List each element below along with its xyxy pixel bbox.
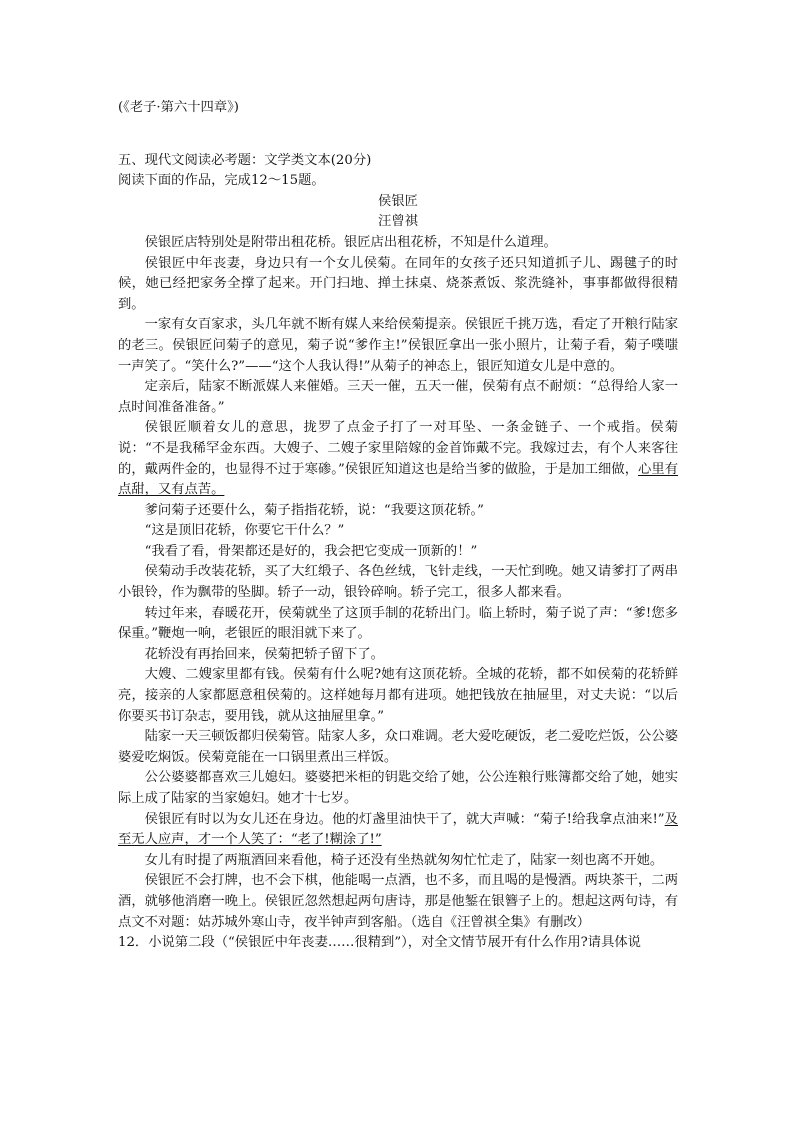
story-author: 汪曾祺	[378, 214, 418, 230]
paragraph-17: 侯银匠不会打牌，也不会下棋，他能喝一点酒，也不多，而且喝的是慢酒。两块茶干，二两酒，就够他消磨一晚上。侯银匠忽然想起两句唐诗，那是他錾在银簪子上的。想起这两句诗，有点文不对题：姑苏城外寒山寺，夜半钟声到客船。（选自《汪曾祺全集》有删改）	[118, 873, 678, 930]
story-title: 侯银匠	[378, 193, 418, 209]
spacer	[118, 119, 678, 151]
section-title: 五、现代文阅读必考题：文学类文本(20分)	[118, 152, 372, 168]
paragraph-3: 一家有女百家求，头几年就不断有媒人来给侯菊提亲。侯银匠千挑万选，看定了开粮行陆家的老三。侯银匠问菊子的意见，菊子说“爹作主!”侯银匠拿出一张小照片，让菊子看，菊子噗嗤一声笑了。“笑什么?”——“这个人我认得!”从菊子的神态上，银匠知道女儿是中意的。	[118, 317, 678, 374]
underlined-sentence-1: 心里有点甜，又有点苦。	[118, 461, 679, 498]
paragraph-11: 花轿没有再抬回来，侯菊把轿子留下了。	[144, 646, 384, 662]
paragraph-16: 女儿有时提了两瓶酒回来看他，椅子还没有坐热就匆匆忙忙走了，陆家一刻也离不开她。	[144, 852, 664, 868]
paragraph-2: 侯银匠中年丧妻，身边只有一个女儿侯菊。在同年的女孩子还只知道抓子儿、踢毽子的时候，她已经把家务全撑了起来。开门扫地、掸土抹桌、烧茶煮饭、浆洗缝补，事事都做得很精到。	[118, 255, 678, 312]
question-12: 12．小说第二段（“侯银匠中年丧妻……很精到”），对全文情节展开有什么作用?请具体说	[118, 935, 641, 951]
paragraph-9: 侯菊动手改装花轿，买了大红缎子、各色丝绒，飞针走线，一天忙到晚。她又请爹打了两串小银铃，作为飘带的坠脚。轿子一动，银铃碎响。轿子完工，很多人都来看。	[118, 564, 678, 601]
paragraph-14: 公公婆婆都喜欢三儿媳妇。婆婆把米柜的钥匙交给了她，公公连粮行账簿都交给了她，她实际上成了陆家的当家媳妇。她才十七岁。	[118, 770, 678, 806]
underlined-sentence-2: 及至无人应声，才一个人笑了：“老了!糊涂了!”	[118, 811, 679, 848]
paragraph-5	[118, 418, 678, 500]
paragraph-15	[118, 810, 678, 851]
section-instruction: 阅读下面的作品，完成12～15题。	[118, 173, 325, 189]
paragraph-15-text: 侯银匠有时以为女儿还在身边。他的灯盏里油快干了，就大声喊：“菊子!给我拿点油来!”	[144, 811, 665, 827]
paragraph-7: “这是顶旧花轿，你要它干什么？”	[144, 523, 345, 539]
paragraph-13: 陆家一天三顿饭都归侯菊管。陆家人多，众口难调。老大爱吃硬饭，老二爱吃烂饭，公公婆婆爱吃焖饭。侯菊竟能在一口锅里煮出三样饭。	[118, 729, 678, 765]
paragraph-1: 侯银匠店特别处是附带出租花桥。银匠店出租花桥，不知是什么道理。	[144, 234, 557, 250]
paragraph-5-text: 侯银匠顺着女儿的意思，拢罗了点金子打了一对耳坠、一条金链子、一个戒指。侯菊说：“不是我稀罕金东西。大嫂子、二嫂子家里陪嫁的金首饰戴不完。我嫁过去，有个人来客往的，戴两件金的，也显得不过于寒碜。”侯银匠知道这也是给当爹的做脸，于是加工细做，	[118, 420, 678, 477]
header-quote: (《老子·第六十四章》)	[118, 100, 239, 115]
paragraph-8: “我看了看，骨架都还是好的，我会把它变成一顶新的！”	[144, 543, 478, 559]
paragraph-10: 转过年来，春暖花开，侯菊就坐了这顶手制的花轿出门。临上轿时，菊子说了声：“爹!您多保重。”鞭炮一响，老银匠的眼泪就下来了。	[118, 605, 678, 642]
paragraph-6: 爹问菊子还要什么，菊子指指花轿，说：“我要这顶花轿。”	[144, 502, 484, 518]
paragraph-4: 定亲后，陆家不断派媒人来催婚。三天一催，五天一催，侯菊有点不耐烦：“总得给人家一点时间准备准备。”	[118, 379, 678, 415]
paragraph-12: 大嫂、二嫂家里都有钱。侯菊有什么呢?她有这顶花轿。全城的花轿，都不如侯菊的花轿鲜亮，接亲的人家都愿意租侯菊的。这样她每月都有进项。她把钱放在抽屉里，对丈夫说：“以后你要买书订杂志，要用钱，就从这抽屉里拿。”	[118, 667, 678, 724]
document-page	[118, 98, 678, 954]
